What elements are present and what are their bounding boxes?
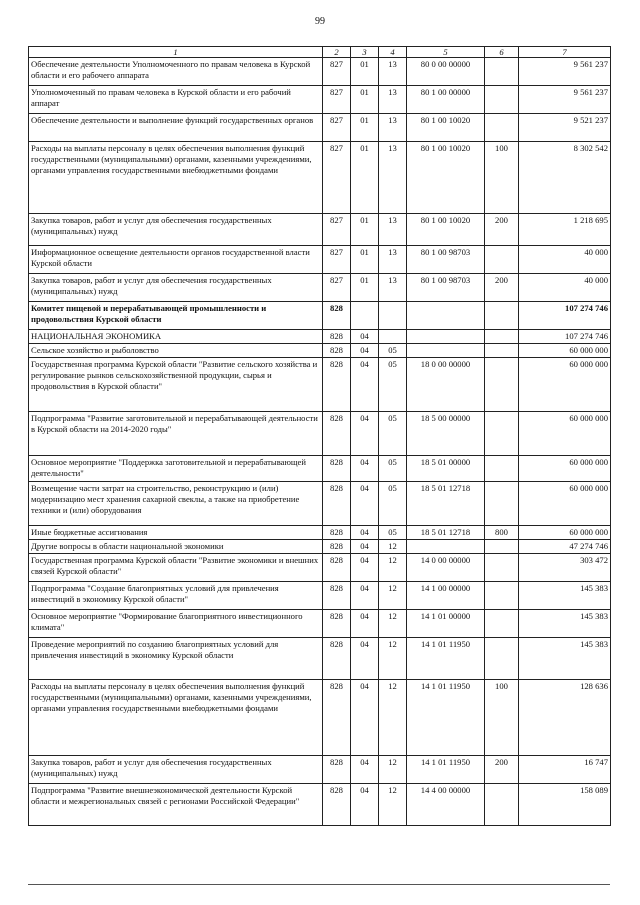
cell-section: 04 (351, 756, 379, 784)
table-row (29, 582, 611, 610)
cell-target-code: 80 1 00 98703 (407, 274, 485, 302)
cell-name: Информационное освещение деятельности органов государственной власти Курской области (29, 246, 323, 274)
bottom-rule (28, 884, 610, 885)
table-row (29, 142, 611, 214)
cell-ministry-code: 828 (323, 638, 351, 680)
cell-ministry-code: 828 (323, 456, 351, 482)
cell-subsection: 12 (379, 784, 407, 826)
cell-amount: 60 000 000 (519, 526, 611, 540)
cell-section: 04 (351, 610, 379, 638)
cell-amount: 9 561 237 (519, 86, 611, 114)
cell-subsection: 13 (379, 246, 407, 274)
cell-name: Сельское хозяйство и рыболовство (29, 344, 323, 358)
cell-section: 01 (351, 214, 379, 246)
cell-amount: 60 000 000 (519, 344, 611, 358)
cell-amount: 158 089 (519, 784, 611, 826)
cell-expense-type (485, 412, 519, 456)
table-row (29, 456, 611, 482)
cell-target-code: 14 0 00 00000 (407, 554, 485, 582)
cell-name: Закупка товаров, работ и услуг для обеспечения государственных (муниципальных) нужд (29, 274, 323, 302)
cell-subsection: 05 (379, 482, 407, 526)
cell-name: Государственная программа Курской области "Развитие экономики и внешних связей Курской области" (29, 554, 323, 582)
cell-ministry-code: 828 (323, 358, 351, 412)
table-row (29, 526, 611, 540)
cell-name: Основное мероприятие "Поддержка заготовительной и перерабатывающей деятельности" (29, 456, 323, 482)
cell-target-code: 14 4 00 00000 (407, 784, 485, 826)
table-row (29, 246, 611, 274)
cell-expense-type (485, 610, 519, 638)
cell-section: 04 (351, 784, 379, 826)
cell-subsection (379, 330, 407, 344)
cell-target-code: 80 0 00 00000 (407, 58, 485, 86)
cell-expense-type (485, 540, 519, 554)
cell-expense-type (485, 86, 519, 114)
cell-expense-type (485, 638, 519, 680)
cell-amount: 107 274 746 (519, 302, 611, 330)
cell-section: 04 (351, 344, 379, 358)
cell-amount: 40 000 (519, 246, 611, 274)
cell-name: Другие вопросы в области национальной экономики (29, 540, 323, 554)
cell-ministry-code: 827 (323, 214, 351, 246)
cell-section: 01 (351, 58, 379, 86)
cell-ministry-code: 828 (323, 302, 351, 330)
cell-expense-type (485, 114, 519, 142)
cell-ministry-code: 828 (323, 680, 351, 756)
cell-ministry-code: 828 (323, 412, 351, 456)
cell-section: 04 (351, 482, 379, 526)
cell-subsection: 12 (379, 582, 407, 610)
cell-section: 04 (351, 526, 379, 540)
cell-section: 01 (351, 246, 379, 274)
cell-section: 04 (351, 412, 379, 456)
cell-section: 04 (351, 680, 379, 756)
cell-amount: 40 000 (519, 274, 611, 302)
header-col-6: 6 (485, 47, 519, 58)
cell-subsection: 05 (379, 358, 407, 412)
cell-subsection: 13 (379, 142, 407, 214)
table-row (29, 214, 611, 246)
table-row (29, 58, 611, 86)
cell-subsection: 12 (379, 680, 407, 756)
cell-name: Проведение мероприятий по созданию благоприятных условий для привлечения инвестиций в экономику Курской области (29, 638, 323, 680)
header-col-1: 1 (29, 47, 323, 58)
cell-section (351, 302, 379, 330)
cell-amount: 60 000 000 (519, 358, 611, 412)
cell-name: Комитет пищевой и перерабатывающей промышленности и продовольствия Курской области (29, 302, 323, 330)
cell-ministry-code: 827 (323, 274, 351, 302)
cell-name: Возмещение части затрат на строительство, реконструкцию и (или) модернизацию мест хранения сахарной свеклы, а также на приобретение техники и (или) оборудования (29, 482, 323, 526)
cell-amount: 9 561 237 (519, 58, 611, 86)
cell-amount: 145 383 (519, 582, 611, 610)
page-number: 99 (315, 16, 325, 27)
cell-subsection: 13 (379, 58, 407, 86)
cell-amount: 47 274 746 (519, 540, 611, 554)
cell-expense-type: 100 (485, 142, 519, 214)
cell-target-code: 80 1 00 10020 (407, 142, 485, 214)
table-row (29, 412, 611, 456)
table-row (29, 330, 611, 344)
table-row (29, 554, 611, 582)
cell-target-code: 18 5 00 00000 (407, 412, 485, 456)
cell-ministry-code: 827 (323, 246, 351, 274)
table-row (29, 358, 611, 412)
cell-name: Иные бюджетные ассигнования (29, 526, 323, 540)
cell-amount: 8 302 542 (519, 142, 611, 214)
cell-ministry-code: 828 (323, 756, 351, 784)
cell-amount: 60 000 000 (519, 482, 611, 526)
table-row (29, 482, 611, 526)
cell-expense-type (485, 302, 519, 330)
cell-name: Основное мероприятие "Формирование благоприятного инвестиционного климата" (29, 610, 323, 638)
table-row (29, 344, 611, 358)
cell-target-code (407, 330, 485, 344)
cell-amount: 145 383 (519, 638, 611, 680)
cell-subsection: 12 (379, 540, 407, 554)
cell-name: Государственная программа Курской области "Развитие сельского хозяйства и регулирование рынков сельскохозяйственной продукции, сырья и продовольствия в Курской области" (29, 358, 323, 412)
cell-subsection: 13 (379, 86, 407, 114)
cell-ministry-code: 828 (323, 582, 351, 610)
cell-ministry-code: 827 (323, 58, 351, 86)
cell-target-code: 18 5 01 00000 (407, 456, 485, 482)
cell-name: Подпрограмма "Развитие заготовительной и перерабатывающей деятельности в Курской области на 2014-2020 годы" (29, 412, 323, 456)
cell-ministry-code: 828 (323, 526, 351, 540)
cell-expense-type (485, 554, 519, 582)
cell-name: Обеспечение деятельности и выполнение функций государственных органов (29, 114, 323, 142)
cell-name: Закупка товаров, работ и услуг для обеспечения государственных (муниципальных) нужд (29, 214, 323, 246)
cell-section: 04 (351, 358, 379, 412)
cell-section: 04 (351, 540, 379, 554)
cell-section: 04 (351, 554, 379, 582)
cell-expense-type (485, 582, 519, 610)
cell-target-code: 18 0 00 00000 (407, 358, 485, 412)
cell-subsection: 12 (379, 756, 407, 784)
cell-name: НАЦИОНАЛЬНАЯ ЭКОНОМИКА (29, 330, 323, 344)
cell-amount: 1 218 695 (519, 214, 611, 246)
cell-target-code: 14 1 01 11950 (407, 756, 485, 784)
cell-amount: 9 521 237 (519, 114, 611, 142)
table-row (29, 756, 611, 784)
cell-name: Закупка товаров, работ и услуг для обеспечения государственных (муниципальных) нужд (29, 756, 323, 784)
cell-amount: 16 747 (519, 756, 611, 784)
cell-target-code (407, 302, 485, 330)
cell-target-code: 18 5 01 12718 (407, 526, 485, 540)
cell-subsection (379, 302, 407, 330)
cell-ministry-code: 828 (323, 784, 351, 826)
cell-section: 01 (351, 114, 379, 142)
cell-expense-type (485, 58, 519, 86)
table-row (29, 638, 611, 680)
cell-target-code: 80 1 00 10020 (407, 114, 485, 142)
cell-section: 04 (351, 638, 379, 680)
cell-subsection: 05 (379, 344, 407, 358)
table-row (29, 302, 611, 330)
cell-amount: 145 383 (519, 610, 611, 638)
cell-subsection: 05 (379, 456, 407, 482)
header-col-7: 7 (519, 47, 611, 58)
cell-subsection: 12 (379, 638, 407, 680)
cell-subsection: 05 (379, 526, 407, 540)
cell-expense-type: 800 (485, 526, 519, 540)
cell-expense-type (485, 784, 519, 826)
table-row (29, 540, 611, 554)
cell-amount: 60 000 000 (519, 456, 611, 482)
cell-expense-type (485, 246, 519, 274)
cell-ministry-code: 827 (323, 142, 351, 214)
cell-expense-type (485, 358, 519, 412)
cell-ministry-code: 828 (323, 610, 351, 638)
cell-target-code: 80 1 00 00000 (407, 86, 485, 114)
table-row (29, 274, 611, 302)
cell-name: Расходы на выплаты персоналу в целях обеспечения выполнения функций государственными (муниципальными) органами, казенными учреждениями, органами управления государственными внебюджетными фондами (29, 142, 323, 214)
budget-table (28, 46, 611, 826)
cell-target-code (407, 540, 485, 554)
cell-name: Подпрограмма "Создание благоприятных условий для привлечения инвестиций в экономику Курской области" (29, 582, 323, 610)
table-row (29, 784, 611, 826)
cell-expense-type (485, 344, 519, 358)
cell-target-code: 14 1 00 00000 (407, 582, 485, 610)
cell-target-code: 14 1 01 00000 (407, 610, 485, 638)
cell-subsection: 13 (379, 214, 407, 246)
cell-expense-type: 200 (485, 274, 519, 302)
cell-section: 04 (351, 456, 379, 482)
cell-name: Расходы на выплаты персоналу в целях обеспечения выполнения функций государственными (муниципальными) органами, казенными учреждениями, органами управления государственными внебюджетными фондами (29, 680, 323, 756)
cell-subsection: 12 (379, 610, 407, 638)
cell-section: 01 (351, 142, 379, 214)
table-row (29, 610, 611, 638)
cell-target-code: 14 1 01 11950 (407, 638, 485, 680)
cell-ministry-code: 827 (323, 86, 351, 114)
table-row (29, 114, 611, 142)
cell-ministry-code: 828 (323, 540, 351, 554)
cell-expense-type (485, 330, 519, 344)
cell-target-code: 18 5 01 12718 (407, 482, 485, 526)
cell-target-code: 80 1 00 10020 (407, 214, 485, 246)
cell-amount: 107 274 746 (519, 330, 611, 344)
cell-section: 04 (351, 582, 379, 610)
header-col-5: 5 (407, 47, 485, 58)
cell-expense-type: 200 (485, 214, 519, 246)
cell-name: Подпрограмма "Развитие внешнеэкономической деятельности Курской области и межрегиональных связей с регионами Российской Федерации" (29, 784, 323, 826)
cell-section: 01 (351, 86, 379, 114)
cell-name: Обеспечение деятельности Уполномоченного по правам человека в Курской области и его рабочего аппарата (29, 58, 323, 86)
cell-expense-type: 200 (485, 756, 519, 784)
cell-name: Уполномоченный по правам человека в Курской области и его рабочий аппарат (29, 86, 323, 114)
cell-amount: 303 472 (519, 554, 611, 582)
cell-subsection: 05 (379, 412, 407, 456)
cell-section: 01 (351, 274, 379, 302)
cell-amount: 128 636 (519, 680, 611, 756)
header-col-2: 2 (323, 47, 351, 58)
header-col-3: 3 (351, 47, 379, 58)
cell-target-code (407, 344, 485, 358)
cell-subsection: 13 (379, 274, 407, 302)
cell-subsection: 12 (379, 554, 407, 582)
header-col-4: 4 (379, 47, 407, 58)
cell-subsection: 13 (379, 114, 407, 142)
cell-ministry-code: 828 (323, 554, 351, 582)
cell-ministry-code: 828 (323, 482, 351, 526)
header-row (29, 47, 611, 58)
cell-expense-type (485, 456, 519, 482)
cell-expense-type (485, 482, 519, 526)
cell-target-code: 80 1 00 98703 (407, 246, 485, 274)
table-row (29, 680, 611, 756)
cell-ministry-code: 827 (323, 114, 351, 142)
cell-expense-type: 100 (485, 680, 519, 756)
cell-ministry-code: 828 (323, 330, 351, 344)
cell-amount: 60 000 000 (519, 412, 611, 456)
table-row (29, 86, 611, 114)
cell-ministry-code: 828 (323, 344, 351, 358)
cell-target-code: 14 1 01 11950 (407, 680, 485, 756)
cell-section: 04 (351, 330, 379, 344)
